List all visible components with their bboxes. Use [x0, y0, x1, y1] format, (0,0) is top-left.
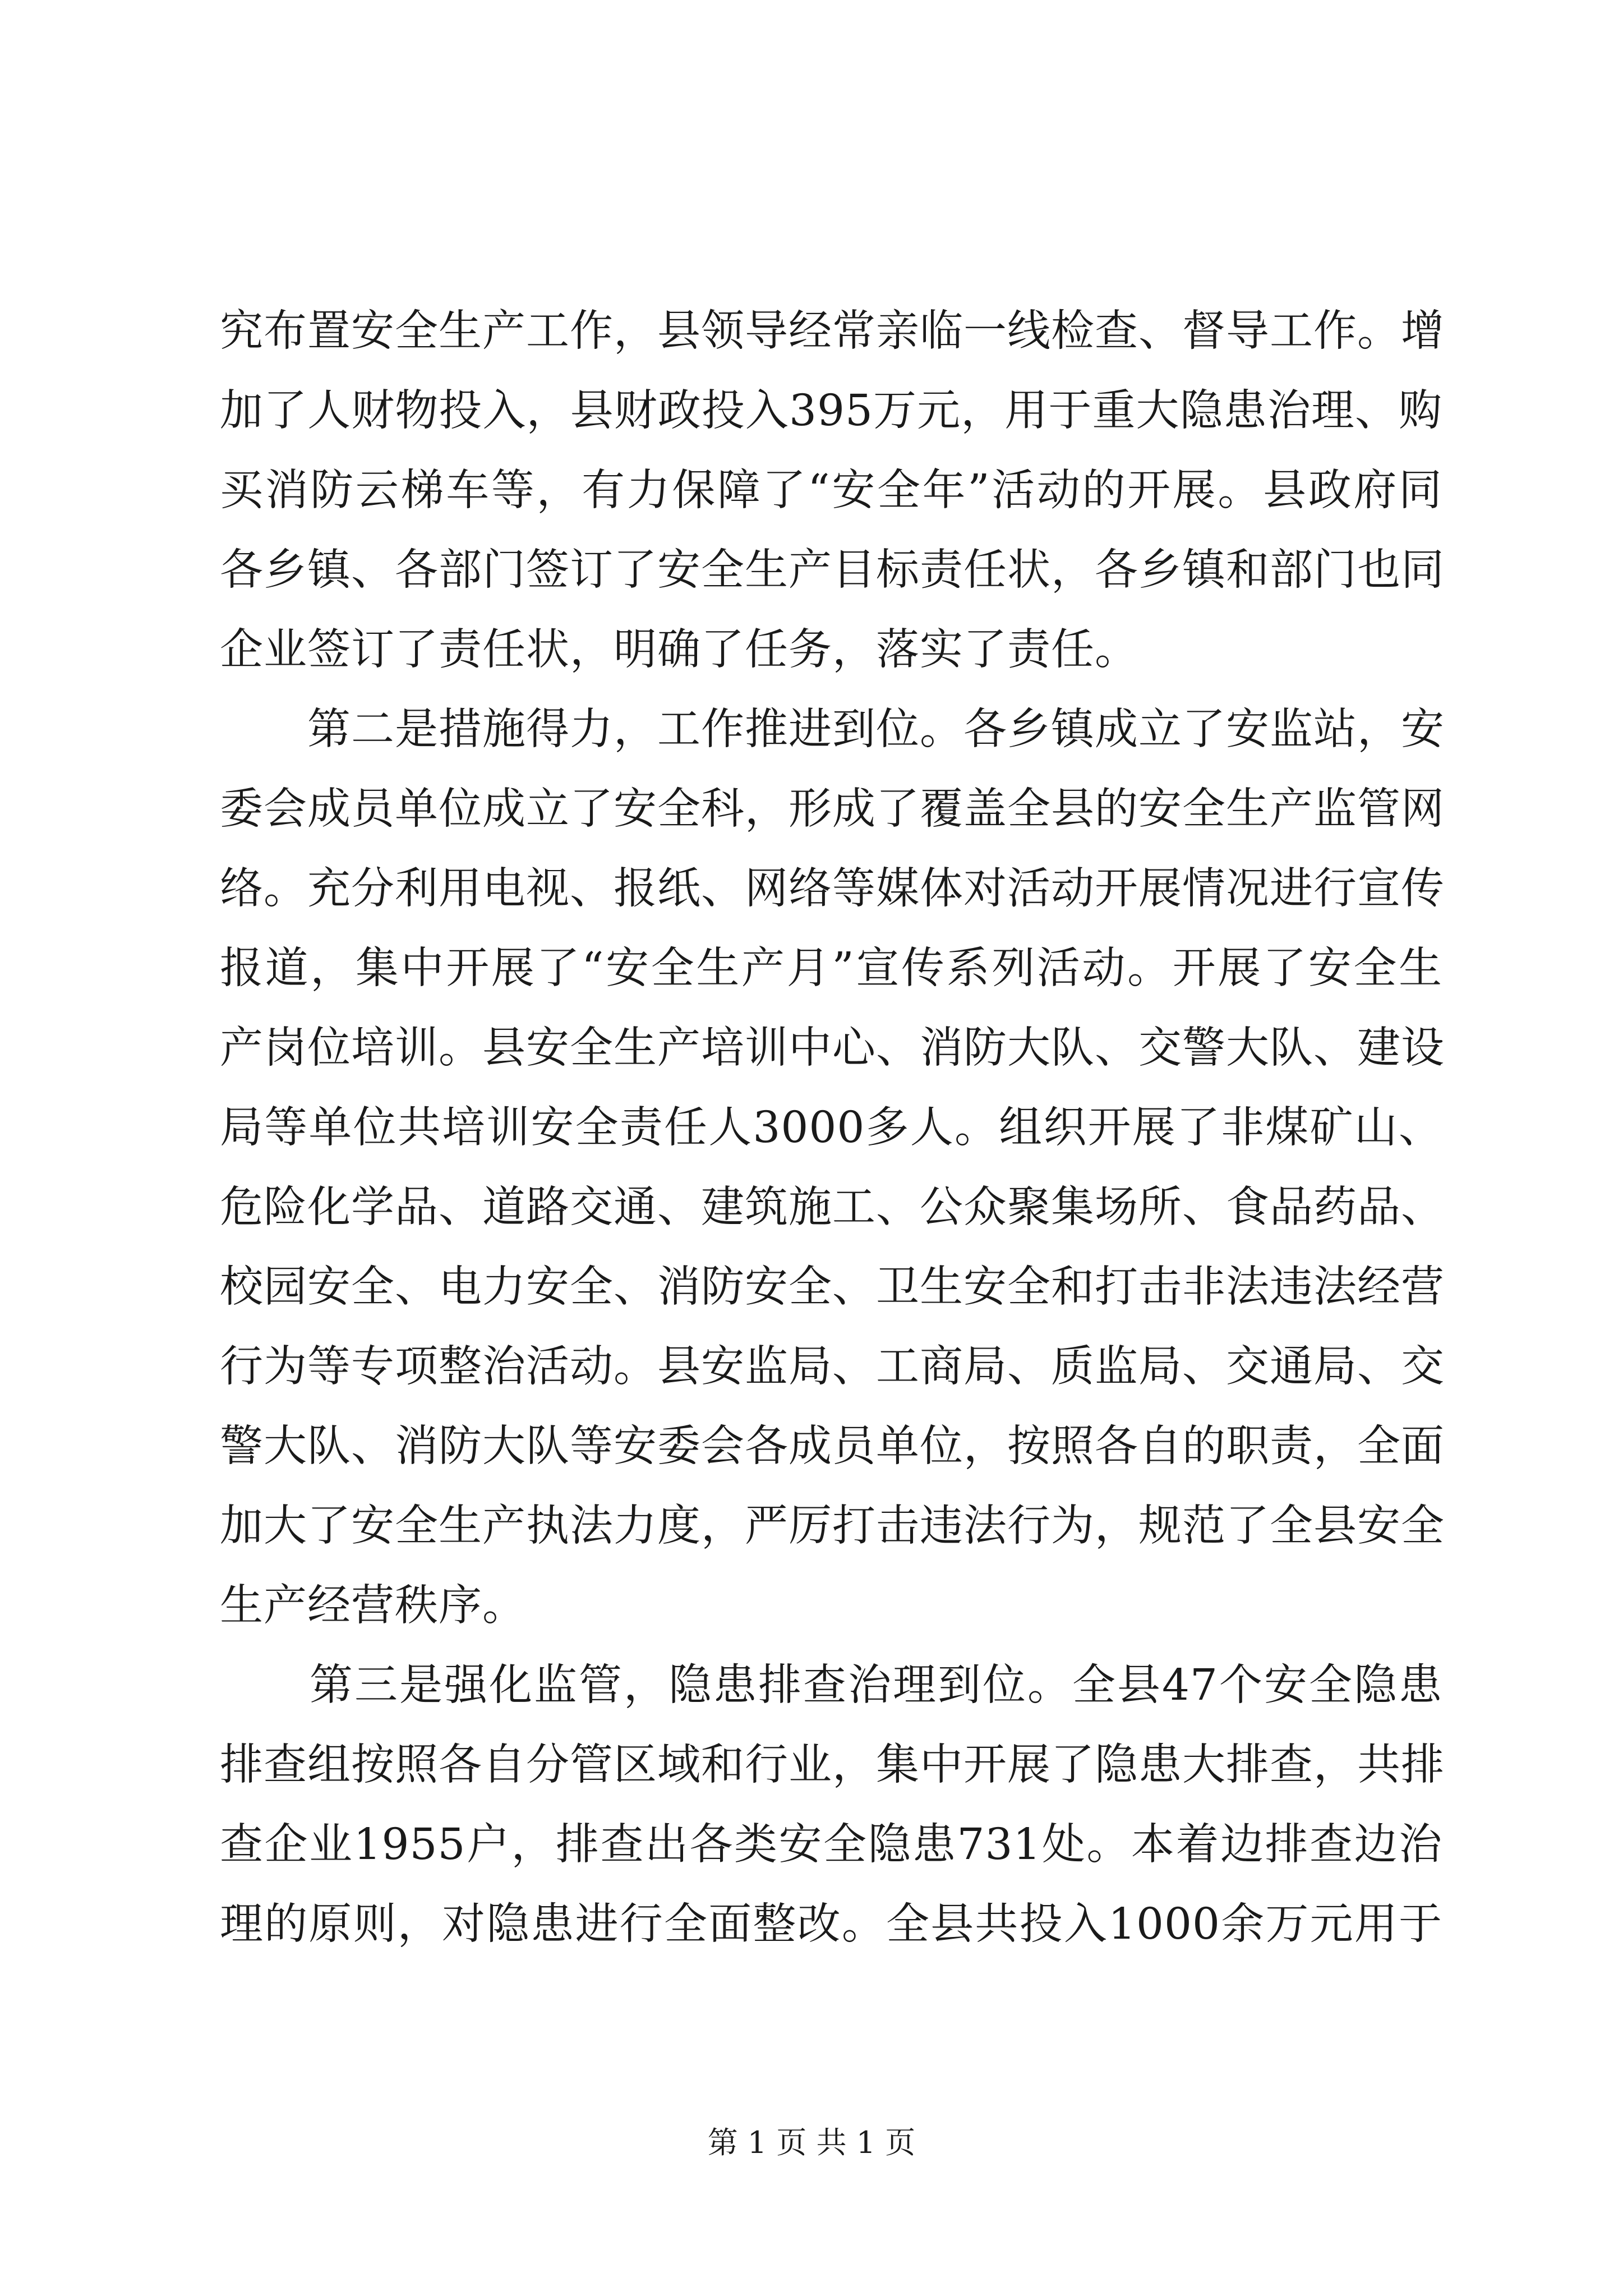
document-body [220, 292, 1445, 1964]
text-line: 第二是措施得力，工作推进到位。各乡镇成立了安监站，安 [220, 705, 1445, 754]
text-line: 产岗位培训。县安全生产培训中心、消防大队、交警大队、建设 [220, 1023, 1445, 1073]
text-line: 排查组按照各自分管区域和行业，集中开展了隐患大排查，共排 [220, 1740, 1445, 1790]
text-line: 行为等专项整治活动。县安监局、工商局、质监局、交通局、交 [220, 1342, 1445, 1392]
text-line: 生产经营秩序。 [220, 1581, 526, 1631]
text-line: 警大队、消防大队等安委会各成员单位，按照各自的职责，全面 [220, 1421, 1445, 1471]
text-line: 究布置安全生产工作，县领导经常亲临一线检查、督导工作。增 [220, 306, 1445, 356]
text-line: 企业签订了责任状，明确了任务，落实了责任。 [220, 625, 1138, 675]
text-line: 查企业1955户，排查出各类安全隐患731处。本着边排查边治 [220, 1820, 1442, 1870]
text-line: 理的原则，对隐患进行全面整改。全县共投入1000余万元用于 [220, 1899, 1442, 1949]
text-line: 各乡镇、各部门签订了安全生产目标责任状，各乡镇和部门也同 [220, 545, 1445, 595]
text-line: 委会成员单位成立了安全科，形成了覆盖全县的安全生产监管网 [220, 784, 1445, 834]
text-line: 报道，集中开展了“安全生产月”宣传系列活动。开展了安全生 [220, 944, 1442, 993]
text-line: 局等单位共培训安全责任人3000多人。组织开展了非煤矿山、 [220, 1103, 1442, 1153]
text-line: 加大了安全生产执法力度，严厉打击违法行为，规范了全县安全 [220, 1501, 1445, 1551]
text-line: 加了人财物投入，县财政投入395万元，用于重大隐患治理、购 [220, 386, 1442, 436]
text-line: 危险化学品、道路交通、建筑施工、公众聚集场所、食品药品、 [220, 1182, 1445, 1232]
text-line: 络。充分利用电视、报纸、网络等媒体对活动开展情况进行宣传 [220, 864, 1445, 914]
text-line: 第三是强化监管，隐患排查治理到位。全县47个安全隐患 [220, 1660, 1442, 1710]
text-line: 买消防云梯车等，有力保障了“安全年”活动的开展。县政府同 [220, 466, 1442, 516]
text-line: 校园安全、电力安全、消防安全、卫生安全和打击非法违法经营 [220, 1262, 1445, 1312]
page-footer: 第 1 页 共 1 页 [707, 2125, 916, 2160]
